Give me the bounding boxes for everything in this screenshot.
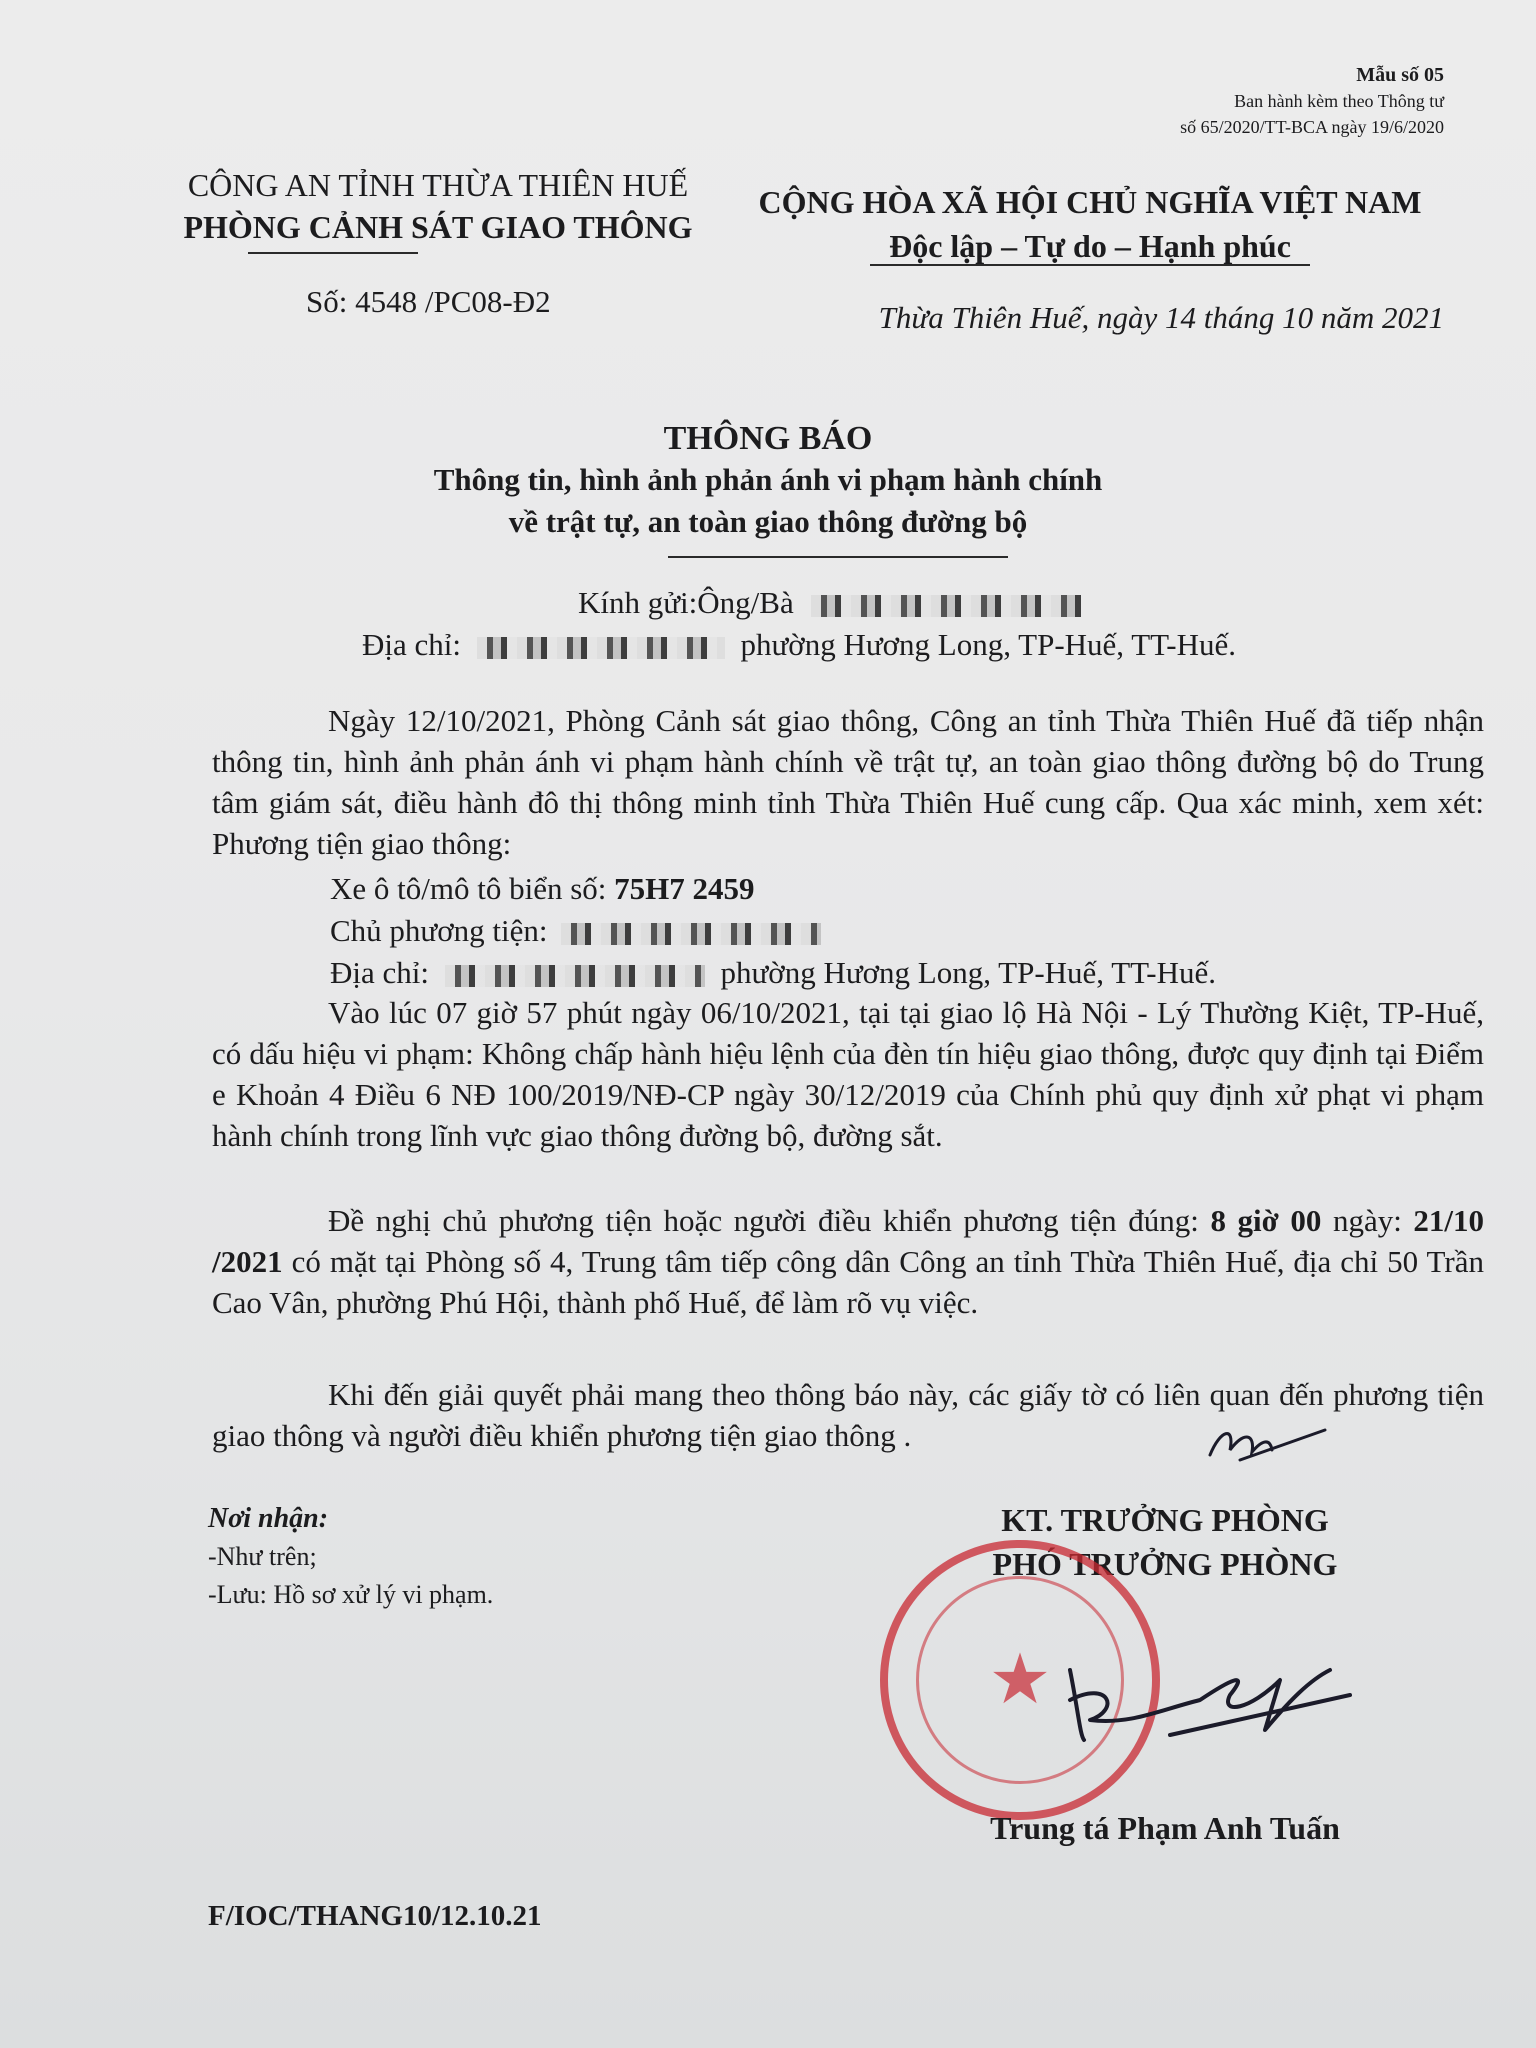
owner-label: Chủ phương tiện:	[330, 913, 548, 948]
addressee-address-line	[362, 624, 1236, 665]
form-circular-line: số 65/2020/TT-BCA ngày 19/6/2020	[1180, 117, 1444, 137]
signer-name: Trung tá Phạm Anh Tuấn	[990, 1810, 1340, 1846]
plate-line	[330, 868, 755, 909]
recipient-item: -Như trên;	[208, 1542, 317, 1571]
form-number: Mẫu số 05	[1356, 64, 1444, 86]
redacted-owner	[561, 923, 821, 945]
agency-underline	[248, 252, 418, 254]
request-text-b: ngày:	[1332, 1203, 1402, 1238]
plate-label: Xe ô tô/mô tô biển số:	[330, 871, 607, 906]
document-title: THÔNG BÁO	[663, 420, 873, 457]
addressee-label: Kính gửi:Ông/Bà	[578, 585, 794, 620]
paragraph-documents: Khi đến giải quyết phải mang theo thông báo này, các giấy tờ có liên quan đến phương tiện giao thông và người điều khiển phương tiện giao thông .	[212, 1377, 1484, 1453]
handwritten-signature	[1050, 1640, 1370, 1760]
document-subtitle-2: về trật tự, an toàn giao thông đường bộ	[508, 504, 1028, 539]
form-number-block	[1180, 62, 1444, 140]
signer-authority: KT. TRƯỞNG PHÒNG	[1001, 1502, 1329, 1538]
nation-name: CỘNG HÒA XÃ HỘI CHỦ NGHĨA VIỆT NAM	[758, 184, 1422, 220]
national-header	[730, 180, 1450, 268]
addressee-line	[578, 582, 1081, 623]
issuing-agency	[168, 164, 708, 248]
recipients-title: Nơi nhận:	[208, 1503, 329, 1534]
form-issued-line: Ban hành kèm theo Thông tư	[1234, 91, 1444, 111]
footer-reference-code: F/IOC/THANG10/12.10.21	[208, 1900, 542, 1932]
redacted-name	[811, 595, 1081, 617]
plate-number: 75H7 2459	[614, 871, 755, 906]
appointment-time: 8 giờ 00	[1210, 1203, 1322, 1238]
document-number: Số: 4548 /PC08-Đ2	[306, 284, 551, 319]
owner-address-tail: phường Hương Long, TP-Huế, TT-Huế.	[720, 955, 1216, 990]
recipients-block	[208, 1500, 493, 1614]
agency-unit: PHÒNG CẢNH SÁT GIAO THÔNG	[183, 209, 693, 245]
paragraph-violation: Vào lúc 07 giờ 57 phút ngày 06/10/2021, tại tại giao lộ Hà Nội - Lý Thường Kiệt, TP-Huế, có dấu hiệu vi phạm: Không chấp hành hiệu lệnh của đèn tín hiệu giao thông, được quy định tại Điểm e Khoản 4 Điều 6 NĐ 100/2019/NĐ-CP ngày 30/12/2019 của Chính phủ quy định xử phạt vi phạm hành chính trong lĩnh vực giao thông đường bộ, đường sắt.	[212, 995, 1484, 1153]
handwritten-initial	[1200, 1410, 1330, 1470]
recipient-item: -Lưu: Hồ sơ xử lý vi phạm.	[208, 1580, 494, 1609]
request-text-a: Đề nghị chủ phương tiện hoặc người điều khiển phương tiện đúng:	[328, 1203, 1199, 1238]
seal-star-icon: ★	[988, 1638, 1052, 1720]
agency-parent: CÔNG AN TỈNH THỪA THIÊN HUẾ	[187, 167, 689, 203]
signer-title: PHÓ TRƯỞNG PHÒNG	[992, 1546, 1338, 1582]
motto-underline	[870, 264, 1310, 266]
paragraph-intro: Ngày 12/10/2021, Phòng Cảnh sát giao thông, Công an tỉnh Thừa Thiên Huế đã tiếp nhận thông tin, hình ảnh phản ánh vi phạm hành chính về trật tự, an toàn giao thông đường bộ do Trung tâm giám sát, điều hành đô thị thông minh tỉnh Thừa Thiên Huế cung cấp. Qua xác minh, xem xét: Phương tiện giao thông:	[212, 703, 1484, 861]
owner-address-label: Địa chỉ:	[330, 955, 429, 990]
address-tail: phường Hương Long, TP-Huế, TT-Huế.	[740, 627, 1236, 662]
national-motto: Độc lập – Tự do – Hạnh phúc	[889, 228, 1291, 264]
title-underline	[668, 556, 1008, 558]
paragraph-request	[212, 1200, 1484, 1323]
address-label: Địa chỉ:	[362, 627, 461, 662]
place-and-date: Thừa Thiên Huế, ngày 14 tháng 10 năm 2021	[878, 300, 1444, 335]
appointment-date: 21/10 /2021	[212, 1203, 1485, 1279]
document-subtitle-1: Thông tin, hình ảnh phản ánh vi phạm hành chính	[433, 462, 1103, 497]
redacted-address	[477, 637, 725, 659]
request-text-c: có mặt tại Phòng số 4, Trung tâm tiếp công dân Công an tỉnh Thừa Thiên Huế, địa chỉ 50 Trần Cao Vân, phường Phú Hội, thành phố Huế, để làm rõ vụ việc.	[212, 1244, 1484, 1320]
owner-line	[330, 910, 821, 951]
owner-address-line	[330, 952, 1216, 993]
redacted-owner-address	[445, 965, 705, 987]
